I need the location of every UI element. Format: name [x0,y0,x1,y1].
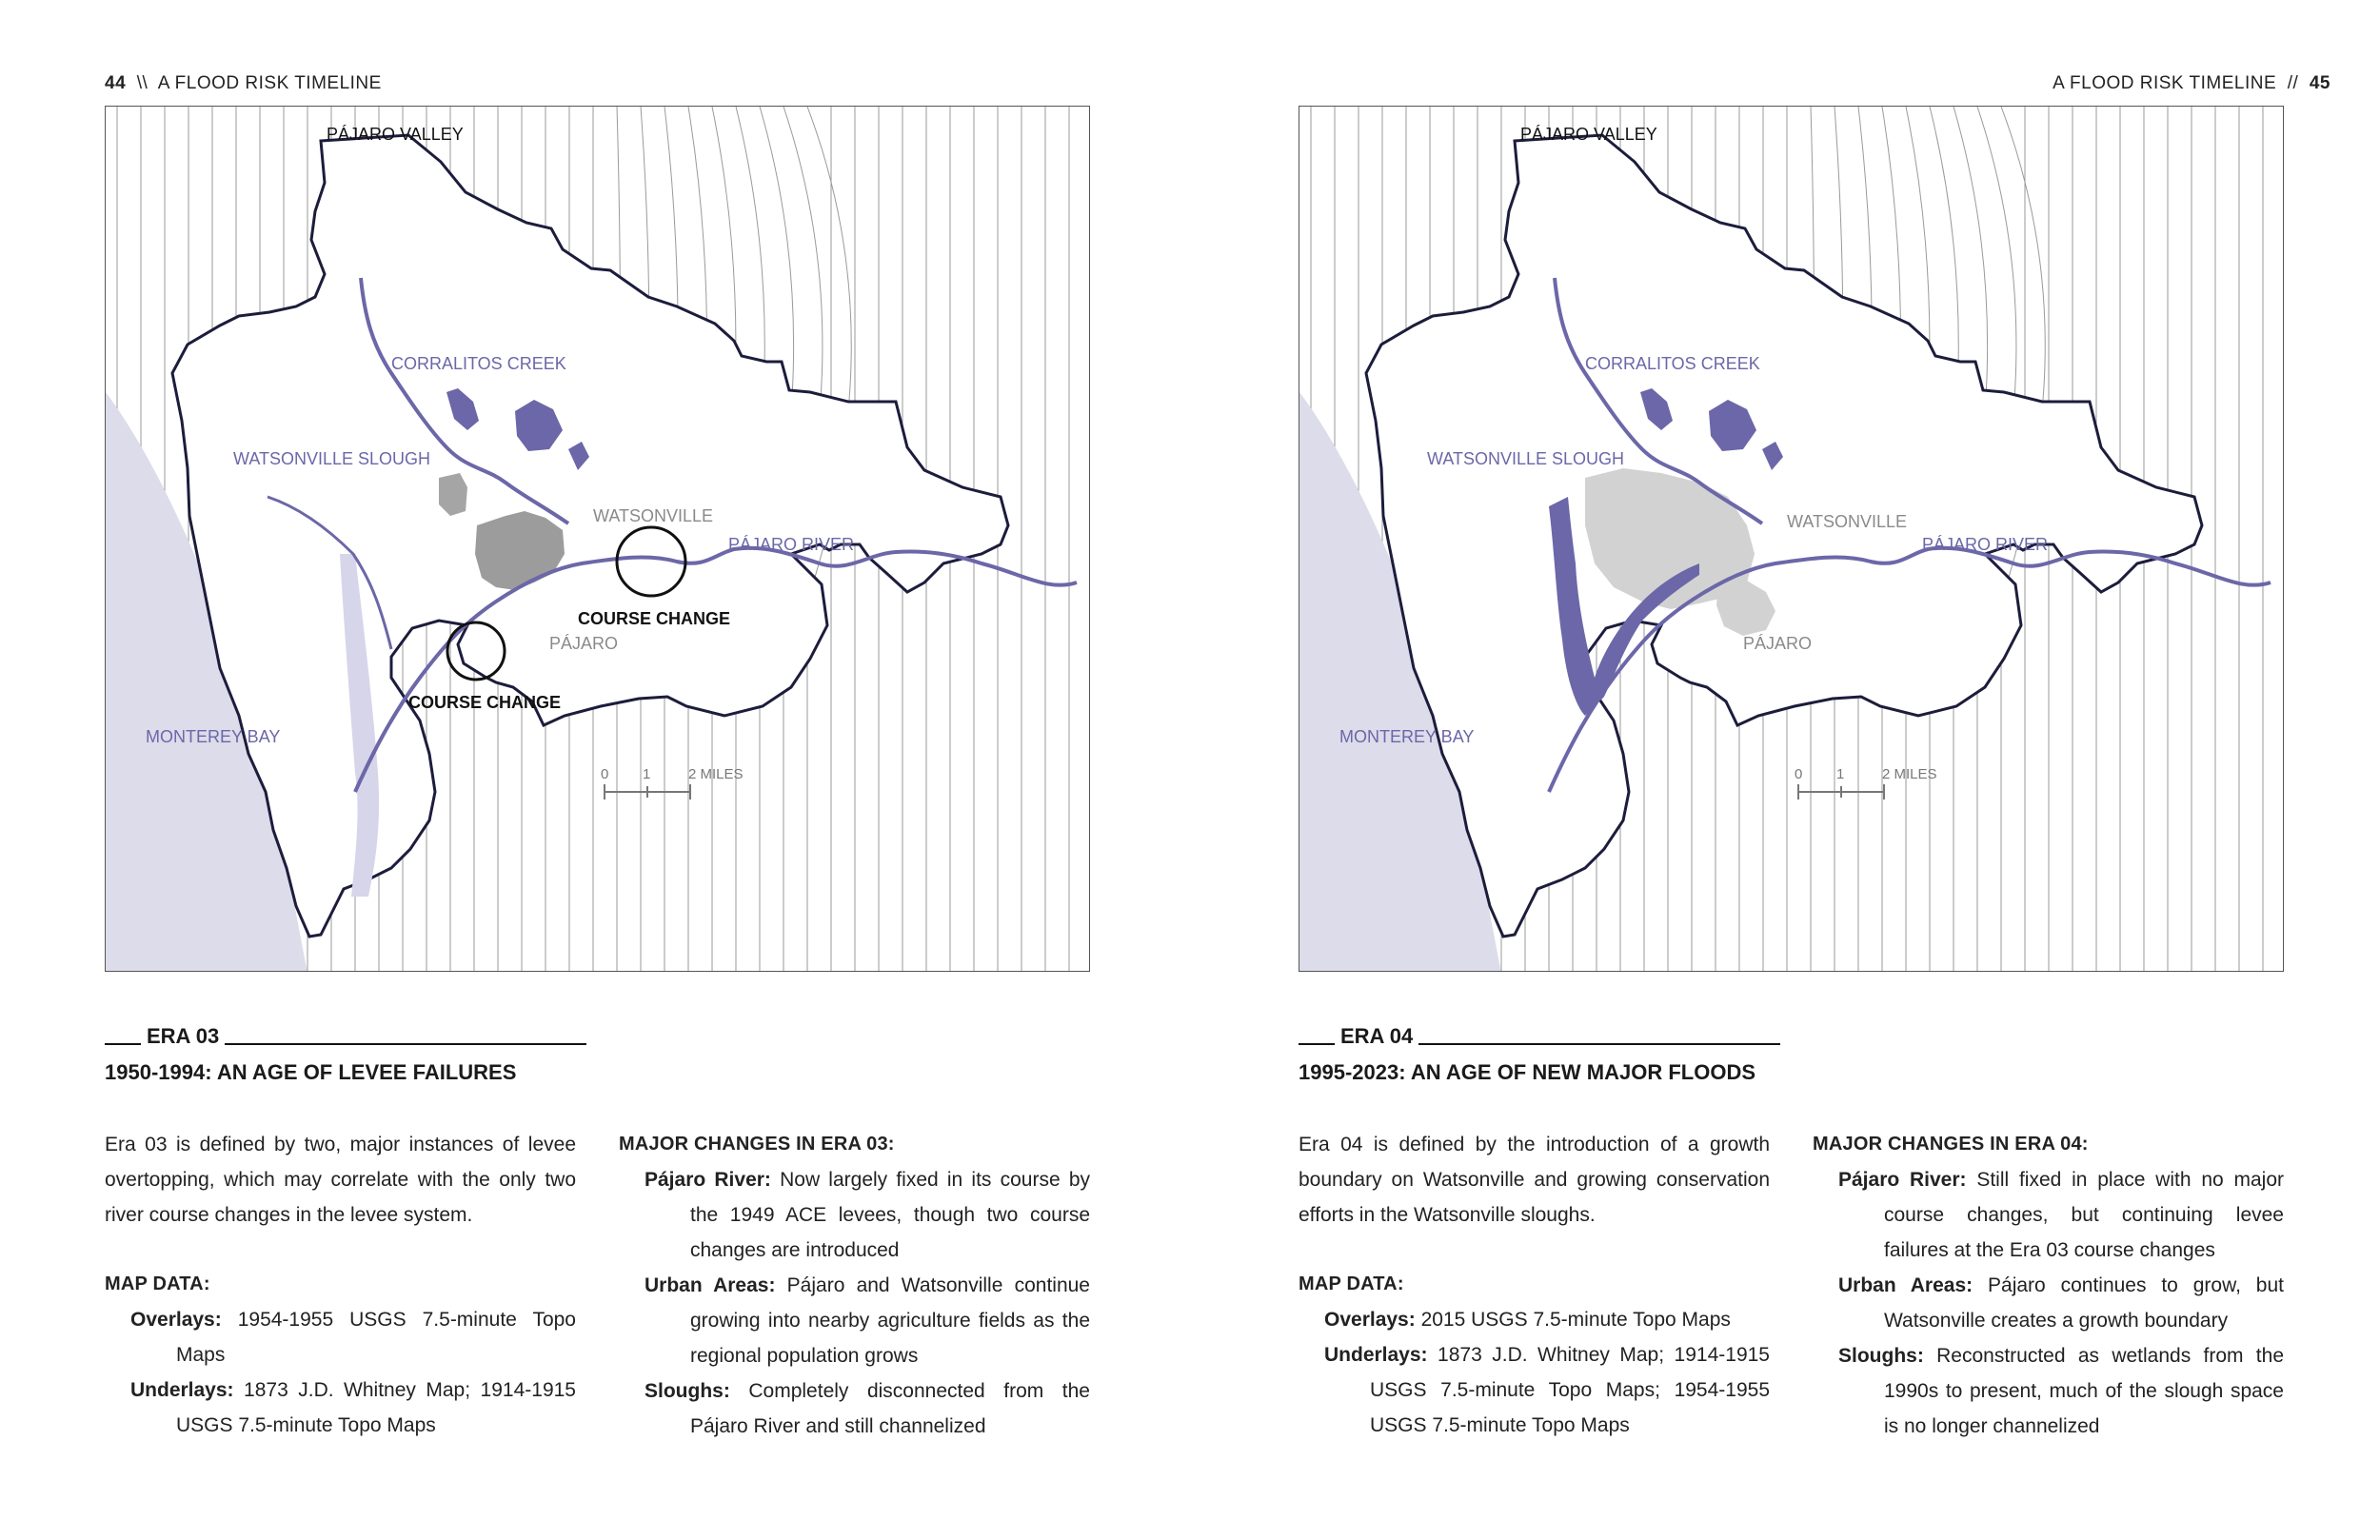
era-04-heading-block [1299,1024,1780,1085]
era-03-title: 1950-1994: AN AGE OF LEVEE FAILURES [105,1060,517,1084]
label-watsonville-slough: WATSONVILLE SLOUGH [1427,449,1625,468]
label-pajaro-town: PÁJARO [1743,634,1813,653]
map-era-03 [105,106,1090,972]
change-urban-areas [619,1268,1090,1373]
label-pajaro-river: PÁJARO RIVER [1922,535,2049,554]
entry-text: 2015 USGS 7.5-minute Topo Maps [1420,1309,1731,1331]
running-title: A FLOOD RISK TIMELINE [2053,73,2277,93]
label-monterey-bay: MONTEREY BAY [1339,727,1475,746]
change-pajaro-river [619,1162,1090,1268]
entry-text: Pájaro and Watsonville continue growing into nearby agriculture fields as the regional population grows [690,1274,1090,1367]
entry-term: Overlays: [1324,1309,1416,1331]
label-corralitos-creek: CORRALITOS CREEK [1585,354,1760,373]
entry-term: Underlays: [1324,1344,1428,1366]
era-03-label: ERA 03 [147,1024,220,1048]
page-number: 44 [105,73,127,93]
scale-label-0: 0 [1795,766,1803,782]
scale-label-2: 2 MILES [688,766,744,782]
map-data-heading: MAP DATA: [1299,1273,1404,1294]
change-sloughs [1813,1338,2284,1444]
label-watsonville-slough: WATSONVILLE SLOUGH [233,449,431,468]
era-04-intro: Era 04 is defined by the introduction of a growth boundary on Watsonville and growing conservation efforts in the Watsonville sloughs. [1299,1134,1770,1226]
era-04-title: 1995-2023: AN AGE OF NEW MAJOR FLOODS [1299,1060,1756,1084]
major-changes-heading: MAJOR CHANGES IN ERA 03: [619,1134,895,1155]
label-pajaro-river: PÁJARO RIVER [728,535,855,554]
era-04-right-column [1813,1127,2284,1444]
scale-label-0: 0 [601,766,609,782]
label-monterey-bay: MONTEREY BAY [146,727,281,746]
running-head-left [105,73,382,94]
label-pajaro-valley: PÁJARO VALLEY [1520,125,1657,144]
map-era-04-graphic [1299,107,2284,972]
running-head-separator: // [2287,73,2299,93]
change-sloughs [619,1373,1090,1444]
entry-text: Still fixed in place with no major course changes, but continuing levee failures at the Era 03 course changes [1884,1169,2284,1261]
map-data-underlays [105,1372,576,1443]
label-watsonville: WATSONVILLE [1787,512,1908,531]
entry-term: Sloughs: [645,1380,730,1402]
era-04-label: ERA 04 [1340,1024,1414,1048]
entry-text: 1873 J.D. Whitney Map; 1914-1915 USGS 7.5-minute Topo Maps [176,1379,576,1436]
map-era-04 [1299,106,2284,972]
entry-text: Reconstructed as wetlands from the 1990s to present, much of the slough space is no longer channelized [1884,1345,2284,1437]
entry-term: Overlays: [130,1309,222,1331]
major-changes-heading: MAJOR CHANGES IN ERA 04: [1813,1134,2089,1155]
heading-rule-long [225,1043,586,1045]
running-head-right [2053,73,2330,94]
entry-term: Pájaro River: [645,1169,771,1191]
page-number: 45 [2309,73,2330,93]
map-data-heading: MAP DATA: [105,1273,210,1294]
entry-text: Now largely fixed in its course by the 1949 ACE levees, though two course changes are introduced [690,1169,1090,1261]
map-data-overlays [1299,1302,1770,1337]
era-03-heading-block [105,1024,586,1085]
change-pajaro-river [1813,1162,2284,1268]
label-watsonville: WATSONVILLE [593,506,714,525]
scale-label-1: 1 [1836,766,1845,782]
running-title: A FLOOD RISK TIMELINE [157,73,382,93]
era-03-left-column [105,1127,576,1443]
era-04-left-column [1299,1127,1770,1443]
entry-term: Sloughs: [1838,1345,1924,1367]
scale-label-2: 2 MILES [1882,766,1937,782]
entry-text: Completely disconnected from the Pájaro River and still channelized [690,1380,1090,1437]
map-data-overlays [105,1302,576,1372]
running-head-separator: \\ [136,73,149,93]
valley-boundary [172,135,1008,937]
scale-label-1: 1 [643,766,651,782]
label-pajaro-valley: PÁJARO VALLEY [327,125,464,144]
entry-term: Underlays: [130,1379,234,1401]
era-03-right-column [619,1127,1090,1444]
label-corralitos-creek: CORRALITOS CREEK [391,354,566,373]
right-page [1190,0,2380,1540]
era-03-label-line [105,1024,586,1049]
entry-term: Urban Areas: [645,1274,776,1296]
heading-rule-short [1299,1043,1335,1045]
label-pajaro-town: PÁJARO [549,634,619,653]
era-03-intro: Era 03 is defined by two, major instances of levee overtopping, which may correlate with the only two river course changes in the levee system. [105,1134,576,1226]
valley-boundary [1366,135,2202,937]
label-course-change-2: COURSE CHANGE [408,693,562,712]
entry-text: 1954-1955 USGS 7.5-minute Topo Maps [176,1309,576,1366]
map-era-03-graphic [106,107,1090,972]
scale-bar [601,766,744,800]
scale-bar [1795,766,1937,800]
heading-rule-short [105,1043,141,1045]
change-urban-areas [1813,1268,2284,1338]
heading-rule-long [1418,1043,1780,1045]
label-course-change-1: COURSE CHANGE [578,609,731,628]
entry-text: Pájaro continues to grow, but Watsonville creates a growth boundary [1884,1274,2284,1332]
entry-text: 1873 J.D. Whitney Map; 1914-1915 USGS 7.5-minute Topo Maps; 1954-1955 USGS 7.5-minute Topo Maps [1370,1344,1770,1436]
era-04-label-line [1299,1024,1780,1049]
entry-term: Pájaro River: [1838,1169,1967,1191]
entry-term: Urban Areas: [1838,1274,1973,1296]
map-data-underlays [1299,1337,1770,1443]
